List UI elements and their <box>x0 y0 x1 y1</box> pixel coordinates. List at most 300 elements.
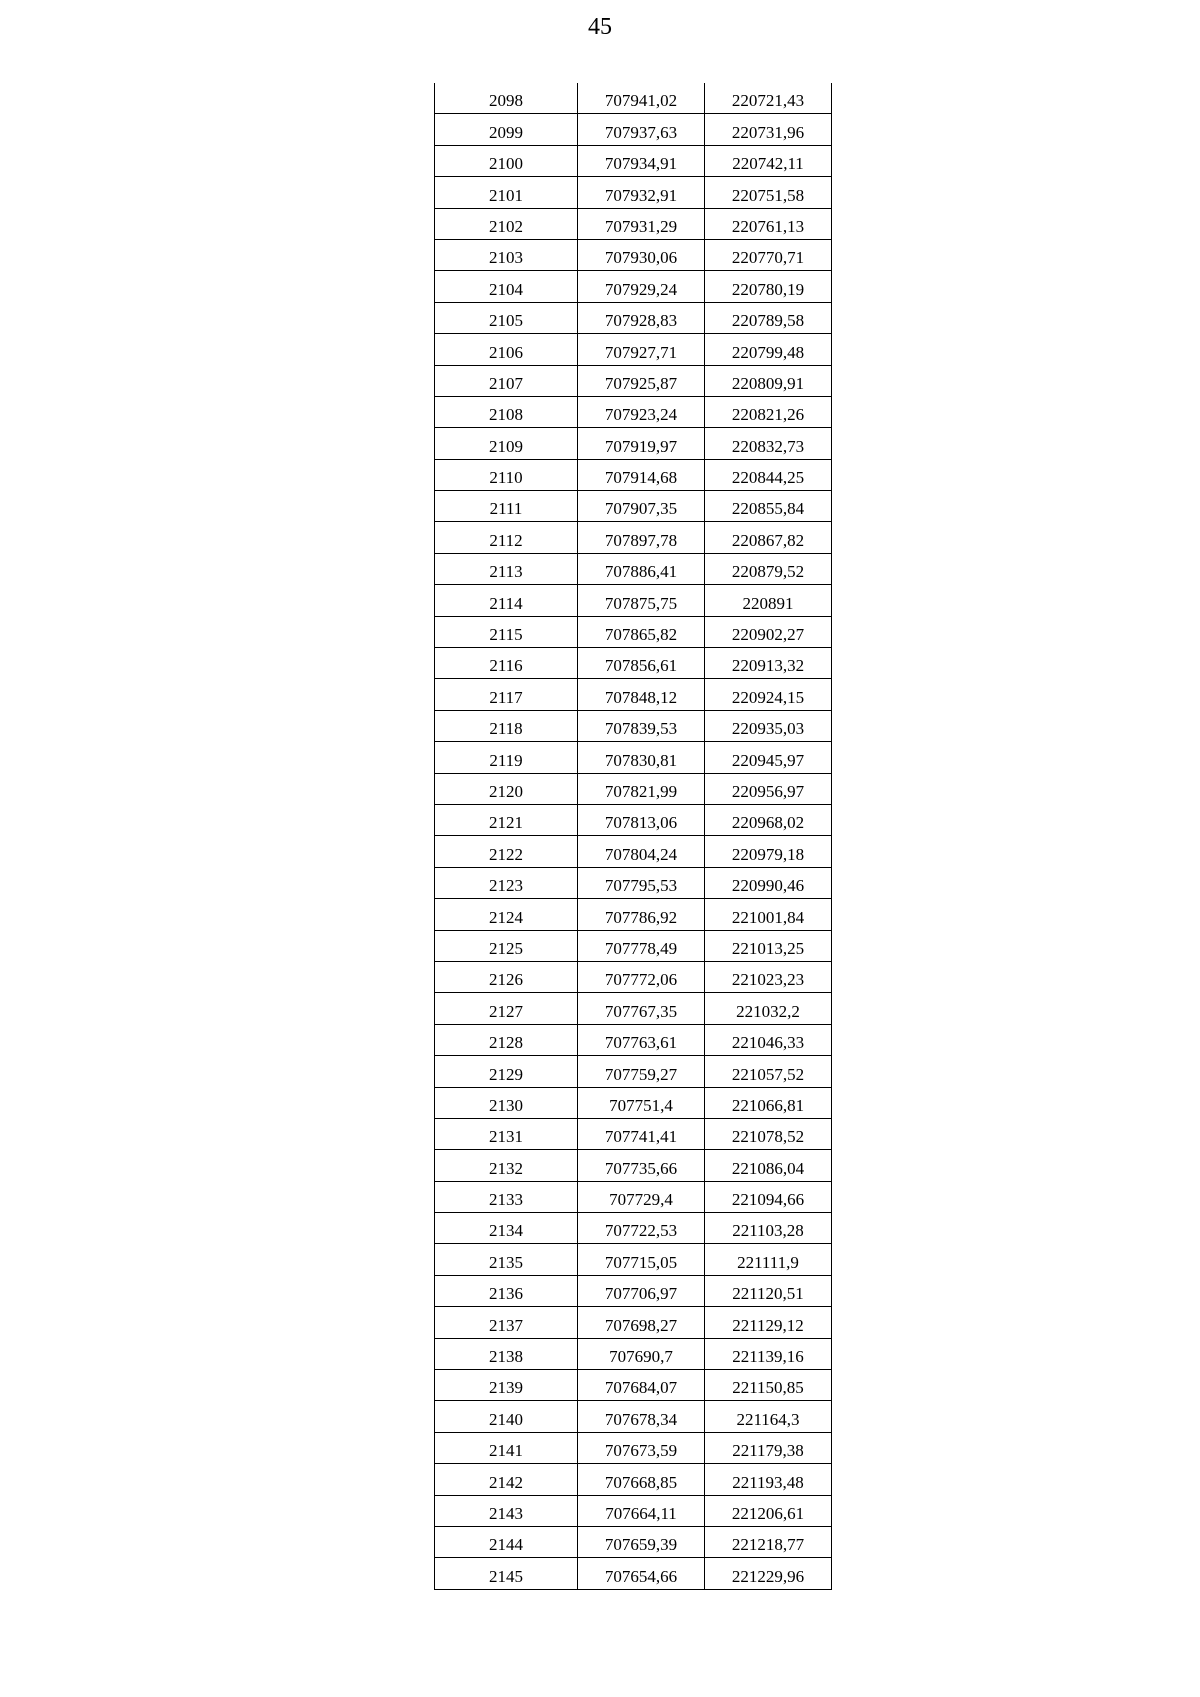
page-number: 45 <box>588 14 612 40</box>
x-coordinate-cell <box>578 1370 705 1401</box>
point-number-cell <box>435 428 578 459</box>
point-number-cell <box>435 1213 578 1244</box>
table-row <box>435 553 832 584</box>
cell-text: 221150,85 <box>732 1378 804 1398</box>
cell-text: 221094,66 <box>731 1190 805 1210</box>
cell-text: 221013,25 <box>731 938 805 958</box>
table-row <box>435 1495 832 1526</box>
cell-text: 220935,03 <box>731 719 805 739</box>
cell-text: 707813,06 <box>604 813 678 833</box>
x-coordinate-cell <box>578 1181 705 1212</box>
cell-text: 707934,91 <box>604 154 678 174</box>
point-number-cell <box>435 459 578 490</box>
cell-text: 220924,15 <box>731 687 805 707</box>
table-row <box>435 177 832 208</box>
table-row <box>435 899 832 930</box>
table-row <box>435 773 832 804</box>
cell-text: 707715,05 <box>604 1252 678 1272</box>
cell-text: 707865,82 <box>604 625 678 645</box>
y-coordinate-cell <box>705 867 832 898</box>
cell-text: 2126 <box>489 970 523 990</box>
cell-text: 707907,35 <box>604 499 678 519</box>
x-coordinate-cell <box>578 742 705 773</box>
point-number-cell <box>435 742 578 773</box>
table-row <box>435 804 832 835</box>
point-number-cell <box>435 365 578 396</box>
point-number-cell <box>435 302 578 333</box>
cell-text: 220821,26 <box>731 405 805 425</box>
x-coordinate-cell <box>578 836 705 867</box>
point-number-cell <box>435 114 578 145</box>
point-number-cell <box>435 1370 578 1401</box>
cell-text: 2133 <box>489 1190 523 1210</box>
cell-text: 2134 <box>489 1221 523 1241</box>
cell-text: 2105 <box>489 311 523 331</box>
x-coordinate-cell <box>578 1087 705 1118</box>
point-number-cell <box>435 1464 578 1495</box>
cell-text: 707722,53 <box>604 1221 678 1241</box>
coordinates-table <box>434 83 832 1590</box>
y-coordinate-cell <box>705 899 832 930</box>
cell-text: 220761,13 <box>731 216 805 236</box>
cell-text: 2141 <box>489 1441 523 1461</box>
cell-text: 221193,48 <box>732 1472 804 1492</box>
y-coordinate-cell <box>705 1181 832 1212</box>
x-coordinate-cell <box>578 1338 705 1369</box>
cell-text: 2098 <box>489 91 523 111</box>
table-row <box>435 648 832 679</box>
table-row <box>435 1401 832 1432</box>
table-row <box>435 239 832 270</box>
cell-text: 2099 <box>489 122 523 142</box>
cell-text: 220956,97 <box>731 781 805 801</box>
table-row <box>435 459 832 490</box>
point-number-cell <box>435 1244 578 1275</box>
x-coordinate-cell <box>578 1307 705 1338</box>
cell-text: 220902,27 <box>731 625 805 645</box>
point-number-cell <box>435 145 578 176</box>
cell-text: 707821,99 <box>604 781 678 801</box>
cell-text: 220891 <box>742 593 794 613</box>
x-coordinate-cell <box>578 1558 705 1589</box>
cell-text: 707668,85 <box>604 1472 678 1492</box>
y-coordinate-cell <box>705 710 832 741</box>
cell-text: 707795,53 <box>604 876 678 896</box>
point-number-cell <box>435 1401 578 1432</box>
y-coordinate-cell <box>705 83 832 114</box>
cell-text: 220968,02 <box>731 813 805 833</box>
cell-text: 707767,35 <box>604 1001 678 1021</box>
y-coordinate-cell <box>705 1118 832 1149</box>
table-row <box>435 1370 832 1401</box>
cell-text: 2103 <box>489 248 523 268</box>
table-row <box>435 1024 832 1055</box>
cell-text: 707937,63 <box>604 122 678 142</box>
cell-text: 2145 <box>489 1566 523 1586</box>
cell-text: 707927,71 <box>604 342 678 362</box>
y-coordinate-cell <box>705 930 832 961</box>
cell-text: 707929,24 <box>604 279 678 299</box>
cell-text: 2119 <box>489 750 523 770</box>
cell-text: 220789,58 <box>731 311 805 331</box>
x-coordinate-cell <box>578 365 705 396</box>
cell-text: 221206,61 <box>731 1503 805 1523</box>
x-coordinate-cell <box>578 585 705 616</box>
table-row <box>435 1150 832 1181</box>
y-coordinate-cell <box>705 679 832 710</box>
y-coordinate-cell <box>705 302 832 333</box>
cell-text: 2123 <box>489 876 523 896</box>
cell-text: 220742,11 <box>732 154 804 174</box>
y-coordinate-cell <box>705 491 832 522</box>
table-row <box>435 710 832 741</box>
x-coordinate-cell <box>578 804 705 835</box>
x-coordinate-cell <box>578 648 705 679</box>
cell-text: 2121 <box>489 813 523 833</box>
point-number-cell <box>435 679 578 710</box>
cell-text: 220867,82 <box>731 530 805 550</box>
cell-text: 220990,46 <box>731 876 805 896</box>
table-row <box>435 742 832 773</box>
x-coordinate-cell <box>578 396 705 427</box>
point-number-cell <box>435 1056 578 1087</box>
table-row <box>435 1118 832 1149</box>
cell-text: 221086,04 <box>731 1158 805 1178</box>
table-row <box>435 83 832 114</box>
x-coordinate-cell <box>578 679 705 710</box>
cell-text: 707763,61 <box>604 1033 678 1053</box>
x-coordinate-cell <box>578 428 705 459</box>
table-row <box>435 1338 832 1369</box>
cell-text: 707923,24 <box>604 405 678 425</box>
x-coordinate-cell <box>578 1024 705 1055</box>
cell-text: 220799,48 <box>731 342 805 362</box>
cell-text: 2138 <box>489 1347 523 1367</box>
cell-text: 220844,25 <box>731 468 805 488</box>
point-number-cell <box>435 334 578 365</box>
cell-text: 2106 <box>489 342 523 362</box>
y-coordinate-cell <box>705 1432 832 1463</box>
x-coordinate-cell <box>578 616 705 647</box>
point-number-cell <box>435 208 578 239</box>
cell-text: 2139 <box>489 1378 523 1398</box>
x-coordinate-cell <box>578 208 705 239</box>
x-coordinate-cell <box>578 239 705 270</box>
point-number-cell <box>435 804 578 835</box>
cell-text: 2109 <box>489 436 523 456</box>
cell-text: 707786,92 <box>604 907 678 927</box>
cell-text: 2132 <box>489 1158 523 1178</box>
cell-text: 707928,83 <box>604 311 678 331</box>
cell-text: 707772,06 <box>604 970 678 990</box>
y-coordinate-cell <box>705 648 832 679</box>
table-row <box>435 302 832 333</box>
cell-text: 221057,52 <box>731 1064 805 1084</box>
cell-text: 707778,49 <box>604 938 678 958</box>
table-row <box>435 930 832 961</box>
point-number-cell <box>435 239 578 270</box>
x-coordinate-cell <box>578 1432 705 1463</box>
cell-text: 2142 <box>489 1472 523 1492</box>
x-coordinate-cell <box>578 867 705 898</box>
cell-text: 2129 <box>489 1064 523 1084</box>
cell-text: 707875,75 <box>604 593 678 613</box>
table-row <box>435 1432 832 1463</box>
table-row <box>435 1213 832 1244</box>
table-row <box>435 491 832 522</box>
y-coordinate-cell <box>705 208 832 239</box>
x-coordinate-cell <box>578 1495 705 1526</box>
point-number-cell <box>435 836 578 867</box>
table-row <box>435 1307 832 1338</box>
point-number-cell <box>435 867 578 898</box>
cell-text: 707897,78 <box>604 530 678 550</box>
y-coordinate-cell <box>705 773 832 804</box>
table-row <box>435 1181 832 1212</box>
y-coordinate-cell <box>705 1275 832 1306</box>
cell-text: 707848,12 <box>604 687 678 707</box>
cell-text: 221078,52 <box>731 1127 805 1147</box>
table-row <box>435 961 832 992</box>
y-coordinate-cell <box>705 585 832 616</box>
cell-text: 220879,52 <box>731 562 805 582</box>
x-coordinate-cell <box>578 1118 705 1149</box>
cell-text: 221046,33 <box>731 1033 805 1053</box>
cell-text: 2111 <box>489 499 523 519</box>
y-coordinate-cell <box>705 177 832 208</box>
y-coordinate-cell <box>705 1213 832 1244</box>
cell-text: 220945,97 <box>731 750 805 770</box>
cell-text: 707659,39 <box>604 1535 678 1555</box>
cell-text: 707706,97 <box>604 1284 678 1304</box>
cell-text: 2115 <box>489 625 523 645</box>
point-number-cell <box>435 773 578 804</box>
cell-text: 221103,28 <box>732 1221 804 1241</box>
x-coordinate-cell <box>578 522 705 553</box>
point-number-cell <box>435 491 578 522</box>
y-coordinate-cell <box>705 428 832 459</box>
cell-text: 707729,4 <box>609 1190 673 1210</box>
cell-text: 220855,84 <box>731 499 805 519</box>
cell-text: 707941,02 <box>604 91 678 111</box>
cell-text: 2122 <box>489 844 523 864</box>
table-row <box>435 1056 832 1087</box>
table-row <box>435 522 832 553</box>
cell-text: 2137 <box>489 1315 523 1335</box>
point-number-cell <box>435 1495 578 1526</box>
cell-text: 707919,97 <box>604 436 678 456</box>
y-coordinate-cell <box>705 114 832 145</box>
table-row <box>435 365 832 396</box>
cell-text: 2135 <box>489 1252 523 1272</box>
x-coordinate-cell <box>578 1401 705 1432</box>
cell-text: 221001,84 <box>731 907 805 927</box>
cell-text: 707684,07 <box>604 1378 678 1398</box>
cell-text: 2101 <box>489 185 523 205</box>
cell-text: 707741,41 <box>604 1127 678 1147</box>
y-coordinate-cell <box>705 459 832 490</box>
cell-text: 2107 <box>489 373 523 393</box>
y-coordinate-cell <box>705 1087 832 1118</box>
cell-text: 2110 <box>489 468 523 488</box>
x-coordinate-cell <box>578 710 705 741</box>
cell-text: 707690,7 <box>609 1347 673 1367</box>
table-row <box>435 993 832 1024</box>
cell-text: 2143 <box>489 1503 523 1523</box>
table-row <box>435 1275 832 1306</box>
y-coordinate-cell <box>705 271 832 302</box>
y-coordinate-cell <box>705 1558 832 1589</box>
x-coordinate-cell <box>578 899 705 930</box>
cell-text: 221111,9 <box>737 1252 799 1272</box>
cell-text: 220913,32 <box>731 656 805 676</box>
cell-text: 707673,59 <box>604 1441 678 1461</box>
cell-text: 221139,16 <box>732 1347 804 1367</box>
y-coordinate-cell <box>705 1338 832 1369</box>
cell-text: 2125 <box>489 938 523 958</box>
cell-text: 707654,66 <box>604 1566 678 1586</box>
cell-text: 2120 <box>489 781 523 801</box>
point-number-cell <box>435 899 578 930</box>
point-number-cell <box>435 177 578 208</box>
table-row <box>435 145 832 176</box>
cell-text: 707698,27 <box>604 1315 678 1335</box>
cell-text: 707735,66 <box>604 1158 678 1178</box>
table-row <box>435 1087 832 1118</box>
cell-text: 2131 <box>489 1127 523 1147</box>
table-row <box>435 616 832 647</box>
x-coordinate-cell <box>578 1213 705 1244</box>
y-coordinate-cell <box>705 522 832 553</box>
cell-text: 2108 <box>489 405 523 425</box>
cell-text: 220979,18 <box>731 844 805 864</box>
y-coordinate-cell <box>705 1464 832 1495</box>
x-coordinate-cell <box>578 1275 705 1306</box>
point-number-cell <box>435 1432 578 1463</box>
cell-text: 707759,27 <box>604 1064 678 1084</box>
x-coordinate-cell <box>578 491 705 522</box>
x-coordinate-cell <box>578 1056 705 1087</box>
cell-text: 707925,87 <box>604 373 678 393</box>
table-row <box>435 271 832 302</box>
x-coordinate-cell <box>578 1244 705 1275</box>
y-coordinate-cell <box>705 553 832 584</box>
cell-text: 707931,29 <box>604 216 678 236</box>
cell-text: 2117 <box>489 687 523 707</box>
table-row <box>435 208 832 239</box>
coordinates-table-body <box>435 83 832 1589</box>
y-coordinate-cell <box>705 616 832 647</box>
cell-text: 2118 <box>489 719 523 739</box>
x-coordinate-cell <box>578 1150 705 1181</box>
cell-text: 707886,41 <box>604 562 678 582</box>
y-coordinate-cell <box>705 239 832 270</box>
x-coordinate-cell <box>578 553 705 584</box>
y-coordinate-cell <box>705 1150 832 1181</box>
x-coordinate-cell <box>578 114 705 145</box>
y-coordinate-cell <box>705 1024 832 1055</box>
table-row <box>435 1244 832 1275</box>
y-coordinate-cell <box>705 1401 832 1432</box>
x-coordinate-cell <box>578 83 705 114</box>
cell-text: 220731,96 <box>731 122 805 142</box>
point-number-cell <box>435 710 578 741</box>
cell-text: 221179,38 <box>732 1441 804 1461</box>
x-coordinate-cell <box>578 961 705 992</box>
cell-text: 221120,51 <box>732 1284 804 1304</box>
x-coordinate-cell <box>578 177 705 208</box>
cell-text: 707932,91 <box>604 185 678 205</box>
table-row <box>435 1464 832 1495</box>
cell-text: 220809,91 <box>731 373 805 393</box>
cell-text: 2102 <box>489 216 523 236</box>
y-coordinate-cell <box>705 145 832 176</box>
y-coordinate-cell <box>705 1244 832 1275</box>
cell-text: 2114 <box>489 593 523 613</box>
cell-text: 2100 <box>489 154 523 174</box>
y-coordinate-cell <box>705 1056 832 1087</box>
point-number-cell <box>435 1558 578 1589</box>
point-number-cell <box>435 585 578 616</box>
x-coordinate-cell <box>578 302 705 333</box>
cell-text: 2116 <box>489 656 523 676</box>
cell-text: 707856,61 <box>604 656 678 676</box>
y-coordinate-cell <box>705 993 832 1024</box>
point-number-cell <box>435 83 578 114</box>
cell-text: 707678,34 <box>604 1409 678 1429</box>
y-coordinate-cell <box>705 334 832 365</box>
table-row <box>435 585 832 616</box>
x-coordinate-cell <box>578 271 705 302</box>
point-number-cell <box>435 271 578 302</box>
cell-text: 707914,68 <box>604 468 678 488</box>
cell-text: 2113 <box>489 562 523 582</box>
x-coordinate-cell <box>578 145 705 176</box>
y-coordinate-cell <box>705 1307 832 1338</box>
table-row <box>435 1526 832 1557</box>
cell-text: 2127 <box>489 1001 523 1021</box>
cell-text: 2104 <box>489 279 523 299</box>
x-coordinate-cell <box>578 334 705 365</box>
point-number-cell <box>435 930 578 961</box>
y-coordinate-cell <box>705 836 832 867</box>
table-row <box>435 867 832 898</box>
cell-text: 221218,77 <box>731 1535 805 1555</box>
cell-text: 220832,73 <box>731 436 805 456</box>
x-coordinate-cell <box>578 773 705 804</box>
point-number-cell <box>435 1307 578 1338</box>
cell-text: 221164,3 <box>736 1409 800 1429</box>
cell-text: 220721,43 <box>731 91 805 111</box>
cell-text: 221129,12 <box>732 1315 804 1335</box>
cell-text: 2130 <box>489 1095 523 1115</box>
point-number-cell <box>435 1526 578 1557</box>
cell-text: 221023,23 <box>731 970 805 990</box>
cell-text: 707664,11 <box>605 1503 677 1523</box>
point-number-cell <box>435 1024 578 1055</box>
point-number-cell <box>435 648 578 679</box>
point-number-cell <box>435 1275 578 1306</box>
cell-text: 2128 <box>489 1033 523 1053</box>
cell-text: 2136 <box>489 1284 523 1304</box>
y-coordinate-cell <box>705 1526 832 1557</box>
cell-text: 707830,81 <box>604 750 678 770</box>
cell-text: 2140 <box>489 1409 523 1429</box>
cell-text: 2124 <box>489 907 523 927</box>
table-row <box>435 679 832 710</box>
point-number-cell <box>435 1181 578 1212</box>
point-number-cell <box>435 993 578 1024</box>
